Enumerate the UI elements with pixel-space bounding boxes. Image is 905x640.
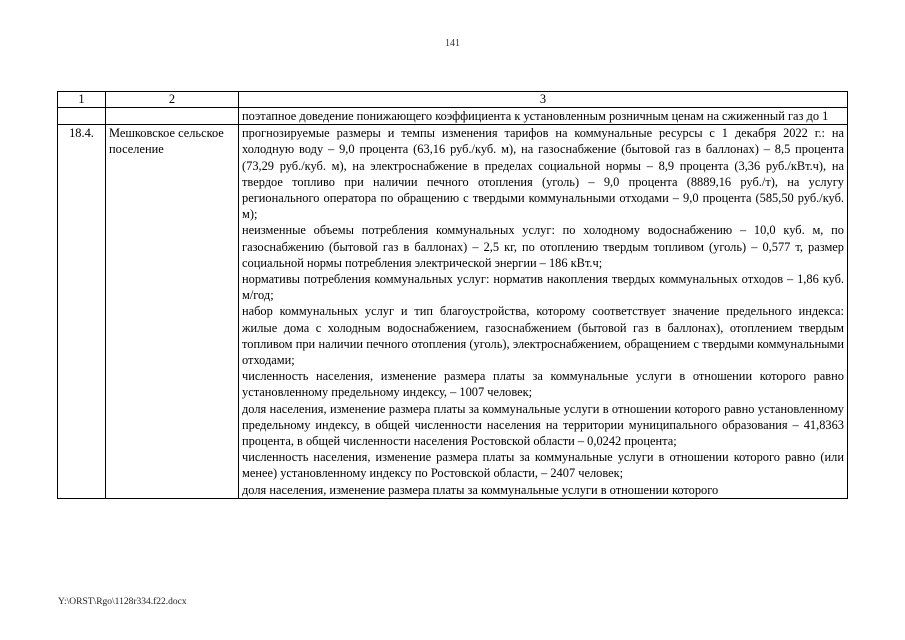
paragraph-population-share: доля населения, изменение размера платы за коммунальные услуги в отношении которого равно установленному предельному индексу, в общей численности населения на территории муниципального образования – 41,8363 процента, в общей численности населения Ростовской области – 0,0242 процента; [242, 401, 844, 449]
page-number: 141 [445, 38, 460, 49]
continuation-row [58, 108, 848, 125]
paragraph-population-regional: численность населения, изменение размера платы за коммунальные услуги в отношении которого равно (или менее) установленному индексу по Ростовской области, – 2407 человек; [242, 450, 844, 481]
column-header-3: 3 [239, 92, 848, 108]
continuation-cell-number [58, 108, 106, 125]
row-content [239, 125, 848, 499]
paragraph-volumes: неизменные объемы потребления коммунальных услуг: по холодному водоснабжению – 10,0 куб. м, по газоснабжению (бытовой газ в баллонах) – 2,5 кг, по отоплению твердым топливом (уголь) – 0,577 т, размер социальной нормы потребления электрической энергии – 186 кВт.ч; [242, 223, 844, 270]
table-header-row [58, 92, 848, 108]
continuation-cell-name [106, 108, 239, 125]
paragraph-population-count: численность населения, изменение размера платы за коммунальные услуги в отношении которого равно установленному предельному индексу, – 1007 человек; [242, 369, 844, 400]
paragraph-population-share-regional: доля населения, изменение размера платы за коммунальные услуги в отношении которого [242, 482, 719, 497]
column-header-1: 1 [58, 92, 106, 108]
footer-file-path: Y:\ORST\Rgo\1128r334.f22.docx [58, 597, 187, 607]
continuation-cell-text [239, 108, 848, 125]
tariff-table [57, 91, 848, 499]
continuation-text: поэтапное доведение понижающего коэффициента к установленным розничным ценам на сжиженный газ до 1 [242, 109, 829, 123]
column-header-2: 2 [106, 92, 239, 108]
paragraph-tariffs: прогнозируемые размеры и темпы изменения тарифов на коммунальные ресурсы с 1 декабря 2022 г.: на холодную воду – 9,0 процента (63,16 руб./куб. м), на газоснабжение (бытовой газ в баллонах) – 8,5 процента (73,29 руб./куб. м), на электроснабжение в пределах социальной нормы – 8,9 процента (3,36 руб./кВт.ч), на твердое топливо при наличии печного отопления (уголь) – 9,0 процента (8889,16 руб./т), на услугу регионального оператора по обращению с твердыми коммунальными отходами – 9,0 процента (585,50 руб./куб. м); [242, 126, 844, 222]
paragraph-services: набор коммунальных услуг и тип благоустройства, которому соответствует значение предельного индекса: жилые дома с холодным водоснабжением, газоснабжением (бытовой газ в баллонах), отоплением твердым топливом при наличии печного отопления (уголь), электроснабжением, обращением с твердыми коммунальными отходами; [242, 304, 844, 368]
paragraph-norms: нормативы потребления коммунальных услуг: норматив накопления твердых коммунальных отходов – 1,86 куб. м/год; [242, 272, 844, 303]
settlement-name: Мешковское сельское поселение [106, 125, 239, 499]
row-number: 18.4. [58, 125, 106, 499]
table-row [58, 125, 848, 499]
